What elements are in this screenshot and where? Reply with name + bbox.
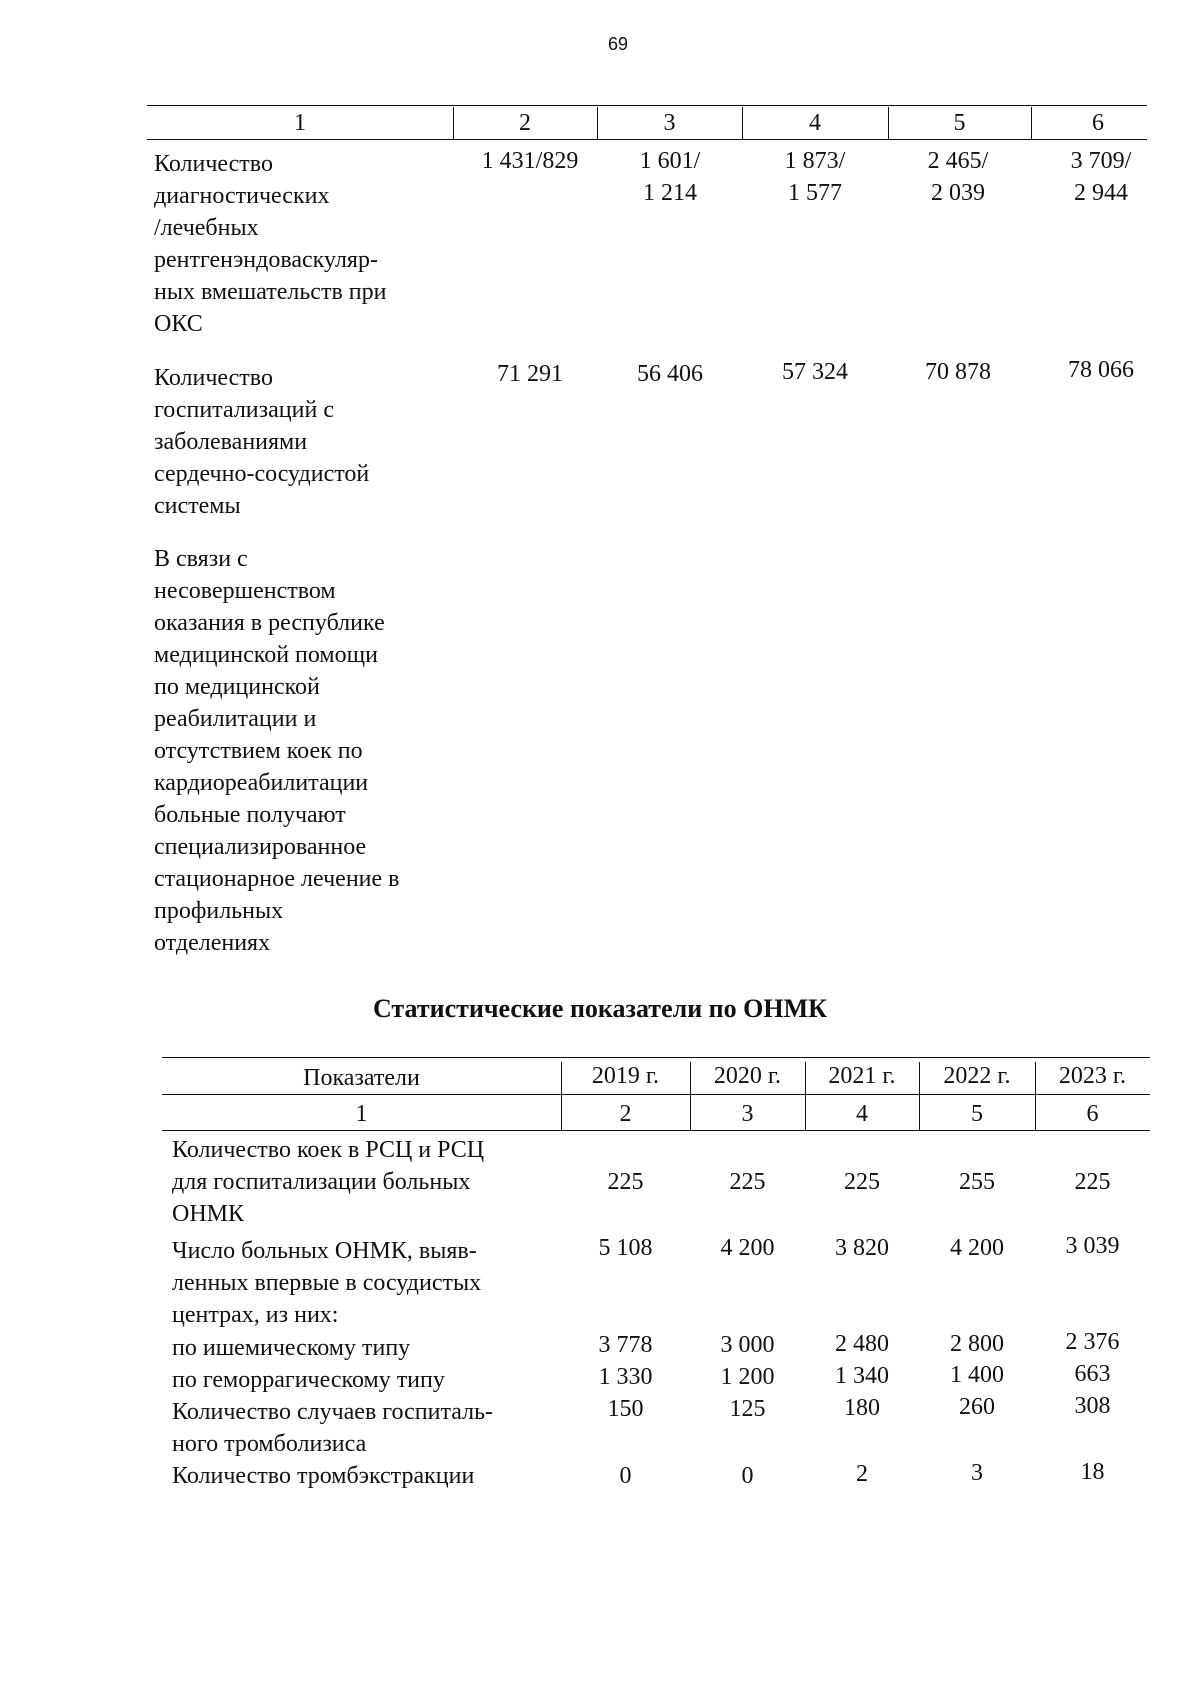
table-cell: 4 200 (950, 1235, 1004, 1261)
table-cell: 125 (729, 1396, 766, 1422)
column-number: 1 (355, 1101, 368, 1127)
label-line: Число больных ОНМК, выяв- (172, 1238, 477, 1264)
table-cell: 2 465/ 2 039 (927, 148, 989, 206)
label-line: /лечебных (154, 215, 259, 241)
table-cell: 2 480 (835, 1331, 889, 1357)
table-cell: 225 (844, 1169, 880, 1195)
table-cell: 3 778 (598, 1332, 653, 1358)
note-line: больные получают (154, 802, 346, 828)
column-number: 6 (1086, 1101, 1099, 1127)
section-title: Статистические показатели по ОНМК (373, 994, 827, 1023)
header-year: 2021 г. (828, 1063, 896, 1089)
table-cell: 1 340 (835, 1363, 889, 1389)
label-line: центрах, из них: (172, 1302, 339, 1328)
table-column-numbers (147, 106, 1147, 140)
column-number: 3 (663, 110, 676, 136)
header-year: 2019 г. (591, 1063, 660, 1089)
label-line: Количество случаев госпиталь- (172, 1399, 494, 1425)
column-number: 5 (953, 110, 966, 136)
header-year: 2022 г. (943, 1063, 1011, 1089)
note-line: по медицинской (154, 674, 320, 700)
note-line: оказания в республике (154, 610, 385, 636)
header-indicators: Показатели (303, 1065, 420, 1091)
label-line: госпитализаций с (154, 397, 334, 423)
column-number: 4 (856, 1101, 868, 1127)
column-number: 3 (741, 1101, 754, 1127)
table-cell: 3 (971, 1460, 983, 1486)
table-cell: 225 (607, 1169, 644, 1195)
label-line: Количество (154, 151, 273, 177)
table-cell: 225 (729, 1169, 766, 1195)
table-cell: 1 400 (950, 1362, 1004, 1388)
table-cell: 2 800 (950, 1331, 1004, 1357)
note-line: профильных (154, 898, 284, 924)
row-label-interventions (154, 148, 454, 340)
table-cell: 70 878 (925, 359, 991, 385)
table-cell: 71 291 (497, 361, 563, 387)
column-number: 1 (294, 110, 306, 136)
label-line: диагностических (154, 183, 330, 209)
label-line: заболеваниями (154, 429, 308, 455)
table-cell: 3 039 (1065, 1233, 1120, 1259)
label-line: Количество коек в РСЦ и РСЦ (172, 1137, 485, 1163)
table-cell: 663 (1074, 1361, 1111, 1387)
table-cell: 78 066 (1068, 357, 1134, 383)
table-cell: 56 406 (637, 361, 703, 387)
header-year: 2020 г. (713, 1063, 782, 1089)
column-number: 5 (971, 1101, 983, 1127)
table-cell: 2 (856, 1461, 868, 1487)
page-number: 69 (607, 34, 629, 54)
label-line: ного тромболизиса (172, 1431, 367, 1457)
table-cell: 1 873/ 1 577 (784, 148, 846, 206)
label-line: сердечно-сосудистой (154, 461, 370, 487)
note-line: реабилитации и (154, 706, 317, 732)
row-label-hemorrhagic (172, 1364, 550, 1396)
label-line: по геморрагическому типу (172, 1367, 445, 1393)
header-year: 2023 г. (1058, 1063, 1127, 1089)
column-number: 4 (809, 110, 821, 136)
label-line: ОНМК (172, 1201, 245, 1227)
column-number: 2 (519, 110, 531, 136)
note-line: медицинской помощи (154, 642, 378, 668)
column-number: 2 (619, 1101, 632, 1127)
table-cell: 3 000 (720, 1332, 775, 1358)
table-cell: 3 820 (835, 1235, 889, 1261)
table-top-border (162, 1057, 1150, 1058)
row-label-thrombolysis (172, 1396, 550, 1460)
table-numbers-border (162, 1130, 1150, 1131)
label-line: для госпитализации больных (172, 1169, 471, 1195)
table-cell: 1 431/829 (481, 148, 579, 174)
table-cell: 0 (741, 1463, 754, 1489)
note-line: В связи с (154, 546, 248, 572)
label-line: Количество (154, 365, 273, 391)
table-cell: 1 330 (598, 1364, 653, 1390)
table-note (154, 543, 474, 959)
note-line: отделениях (154, 930, 271, 956)
note-line: несовершенством (154, 578, 336, 604)
row-label-patients (172, 1235, 550, 1331)
note-line: кардиореабилитации (154, 770, 369, 796)
table-cell: 57 324 (782, 359, 848, 385)
table-cell: 1 601/ 1 214 (639, 148, 701, 206)
label-line: рентгенэндоваскуляр- (154, 247, 378, 273)
table-cell: 3 709/ 2 944 (1070, 148, 1132, 206)
row-label-ischemic (172, 1332, 550, 1364)
table-cell: 0 (619, 1463, 632, 1489)
note-line: отсутствием коек по (154, 738, 363, 764)
table-cell: 1 200 (720, 1364, 775, 1390)
label-line: ных вмешательств при (154, 279, 387, 305)
table-cell: 255 (959, 1169, 995, 1195)
table-cell: 150 (607, 1396, 644, 1422)
table-cell: 4 200 (720, 1235, 775, 1261)
table-cell: 225 (1074, 1169, 1111, 1195)
table-cell: 2 376 (1065, 1329, 1120, 1355)
label-line: Количество тромбэкстракции (172, 1463, 475, 1489)
table-cell: 260 (959, 1394, 995, 1420)
table-cell: 18 (1080, 1459, 1105, 1485)
table-cell: 5 108 (598, 1235, 653, 1261)
table-header-border (162, 1094, 1150, 1095)
label-line: ленных впервые в сосудистых (172, 1270, 482, 1296)
note-line: стационарное лечение в (154, 866, 400, 892)
label-line: системы (154, 493, 241, 519)
row-label-beds (172, 1134, 550, 1230)
label-line: ОКС (154, 311, 203, 337)
column-number: 6 (1092, 110, 1104, 136)
note-line: специализированное (154, 834, 367, 860)
table-cell: 180 (844, 1395, 880, 1421)
label-line: по ишемическому типу (172, 1335, 411, 1361)
row-label-thrombectomy (172, 1460, 550, 1492)
row-label-hospitalizations (154, 362, 454, 522)
table-cell: 308 (1074, 1393, 1111, 1419)
